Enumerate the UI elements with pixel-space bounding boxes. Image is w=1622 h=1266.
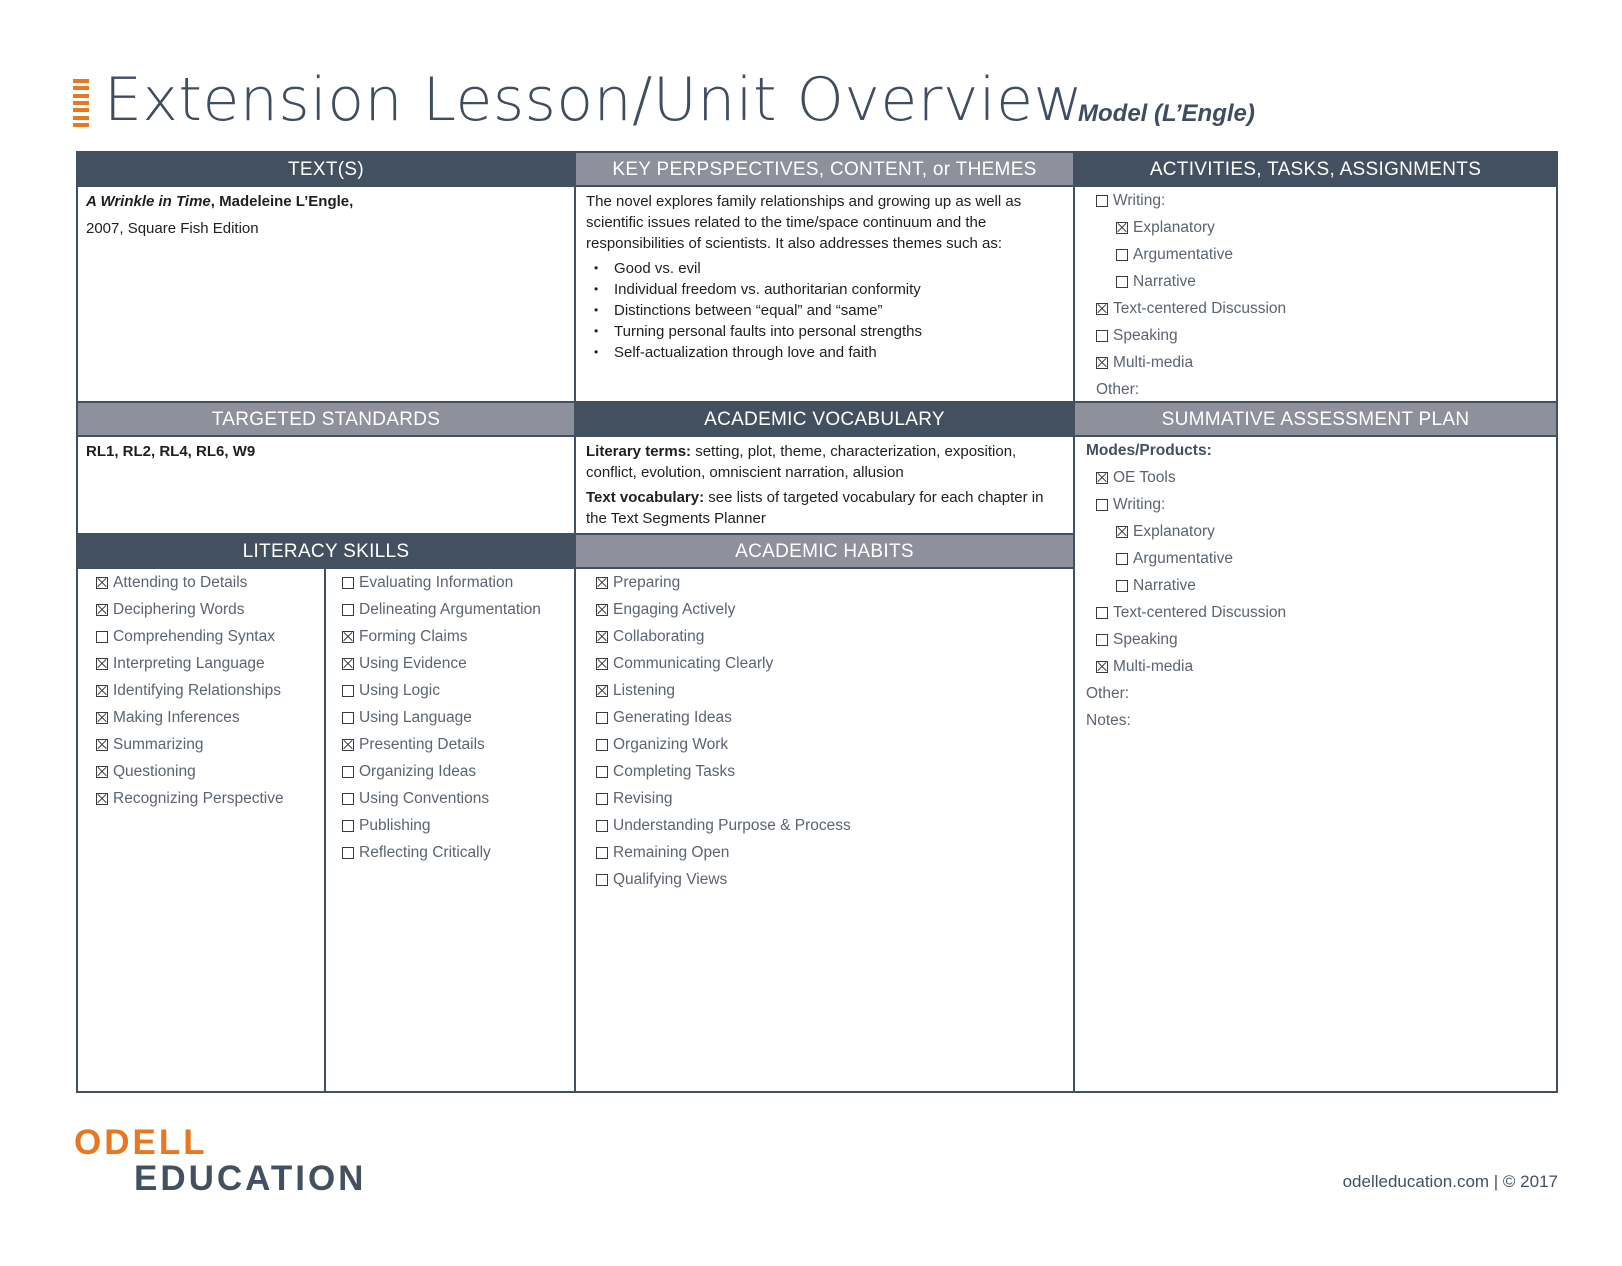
checkbox-icon[interactable] — [342, 766, 354, 778]
activity-label: Text-centered Discussion — [1113, 299, 1287, 317]
academic-habit-label: Generating Ideas — [613, 708, 732, 726]
checkbox-icon[interactable] — [1096, 607, 1108, 619]
checked-box-icon[interactable] — [596, 685, 608, 697]
literacy-skill-label: Presenting Details — [359, 735, 485, 753]
assessment-mode-label: Argumentative — [1133, 549, 1233, 567]
academic-habit-label: Understanding Purpose & Process — [613, 816, 851, 834]
academic-habit-item — [596, 839, 851, 866]
literacy-skill-label: Publishing — [359, 816, 431, 834]
texts-cell — [86, 191, 566, 239]
odell-education-logo — [74, 1125, 366, 1197]
overview-table — [76, 151, 1558, 1093]
checked-box-icon[interactable] — [1116, 526, 1128, 538]
literacy-skill-item — [96, 785, 284, 812]
literacy-skill-item — [342, 569, 541, 596]
literacy-skill-label: Comprehending Syntax — [113, 627, 275, 645]
literacy-skills-header: LITERACY SKILLS — [78, 535, 574, 567]
literacy-skill-label: Recognizing Perspective — [113, 789, 284, 807]
literacy-skill-item — [342, 785, 541, 812]
literacy-skill-item — [342, 677, 541, 704]
academic-habit-item — [596, 812, 851, 839]
academic-habit-item — [596, 677, 851, 704]
literacy-skill-item — [96, 731, 284, 758]
checkbox-icon[interactable] — [1096, 195, 1108, 207]
activities-other-label: Other: — [1096, 381, 1140, 398]
literacy-skill-item — [342, 812, 541, 839]
literacy-skill-label: Using Evidence — [359, 654, 467, 672]
literacy-skill-item — [342, 623, 541, 650]
checkbox-icon[interactable] — [1096, 330, 1108, 342]
literacy-skill-item — [342, 758, 541, 785]
checkbox-icon[interactable] — [1116, 580, 1128, 592]
book-title: A Wrinkle in Time — [86, 193, 211, 210]
academic-habit-label: Qualifying Views — [613, 870, 728, 888]
checkbox-icon[interactable] — [342, 820, 354, 832]
assessment-mode-item — [1096, 464, 1286, 491]
checked-box-icon[interactable] — [96, 577, 108, 589]
summative-other-label: Other: — [1086, 685, 1130, 702]
checkbox-icon[interactable] — [342, 604, 354, 616]
literacy-skill-item — [96, 596, 284, 623]
academic-habit-item — [596, 704, 851, 731]
literary-terms-value: setting, plot, theme, characterization, exposition, conflict, evolution, omniscient narration, allusion — [586, 443, 1017, 481]
book-citation — [86, 191, 566, 212]
assessment-mode-label: Narrative — [1133, 576, 1196, 594]
activity-item — [1096, 241, 1286, 268]
checkbox-icon[interactable] — [342, 577, 354, 589]
modes-products-label: Modes/Products: — [1086, 442, 1212, 459]
checkbox-icon[interactable] — [596, 793, 608, 805]
summative-notes-label: Notes: — [1086, 712, 1131, 729]
book-author: , Madeleine L’Engle, — [210, 193, 354, 210]
assessment-mode-label: Multi-media — [1113, 657, 1194, 675]
checked-box-icon[interactable] — [1096, 472, 1108, 484]
assessment-mode-label: Speaking — [1113, 630, 1178, 648]
assessment-mode-label: Explanatory — [1133, 522, 1215, 540]
checked-box-icon[interactable] — [1116, 222, 1128, 234]
checkbox-icon[interactable] — [596, 739, 608, 751]
checkbox-icon[interactable] — [1116, 249, 1128, 261]
assessment-mode-item — [1096, 518, 1286, 545]
assessment-mode-item — [1096, 491, 1286, 518]
literacy-skill-item — [342, 704, 541, 731]
activity-label: Writing: — [1113, 191, 1166, 209]
literacy-skill-item — [342, 731, 541, 758]
standards-cell — [86, 441, 566, 462]
academic-habit-label: Remaining Open — [613, 843, 730, 861]
perspectives-intro: The novel explores family relationships and growing up as well as scientific issues related to the time/space continuum and the responsibilities of scientists. It also addresses themes such as: — [586, 193, 1022, 252]
literacy-skill-label: Questioning — [113, 762, 196, 780]
checkbox-icon[interactable] — [596, 874, 608, 886]
literacy-skill-label: Using Language — [359, 708, 472, 726]
activity-label: Argumentative — [1133, 245, 1233, 263]
checkbox-icon[interactable] — [596, 820, 608, 832]
academic-habit-item — [596, 596, 851, 623]
literary-terms — [586, 441, 1066, 483]
academic-habit-item — [596, 623, 851, 650]
academic-habit-label: Preparing — [613, 573, 681, 591]
literacy-skill-label: Making Inferences — [113, 708, 240, 726]
checked-box-icon[interactable] — [596, 631, 608, 643]
checkbox-icon[interactable] — [96, 631, 108, 643]
themes-list — [586, 258, 1066, 363]
assessment-mode-label: Text-centered Discussion — [1113, 603, 1287, 621]
literacy-skill-label: Attending to Details — [113, 573, 248, 591]
checked-box-icon[interactable] — [1096, 357, 1108, 369]
activity-item — [1096, 322, 1286, 349]
assessment-mode-item — [1096, 599, 1286, 626]
checked-box-icon[interactable] — [342, 739, 354, 751]
activity-label: Multi-media — [1113, 353, 1194, 371]
theme-item: • Distinctions between “equal” and “same” — [614, 300, 1066, 321]
literacy-skills-col1 — [96, 569, 284, 812]
checkbox-icon[interactable] — [1096, 634, 1108, 646]
literacy-skill-item — [96, 758, 284, 785]
academic-habit-item — [596, 866, 851, 893]
literacy-skill-label: Forming Claims — [359, 627, 468, 645]
activity-label: Narrative — [1133, 272, 1196, 290]
activity-item — [1096, 349, 1286, 376]
assessment-mode-item — [1096, 545, 1286, 572]
activity-item — [1096, 214, 1286, 241]
checked-box-icon[interactable] — [1096, 661, 1108, 673]
literary-terms-label: Literary terms: — [586, 443, 692, 460]
literacy-skill-label: Delineating Argumentation — [359, 600, 541, 618]
checkbox-icon[interactable] — [1096, 499, 1108, 511]
checkbox-icon[interactable] — [1116, 276, 1128, 288]
checked-box-icon[interactable] — [96, 604, 108, 616]
literacy-skill-label: Using Logic — [359, 681, 440, 699]
checked-box-icon[interactable] — [96, 766, 108, 778]
assessment-mode-label: Writing: — [1113, 495, 1166, 513]
logo-line2: EDUCATION — [134, 1159, 367, 1198]
checked-box-icon[interactable] — [96, 739, 108, 751]
assessment-mode-label: OE Tools — [1113, 468, 1176, 486]
academic-habits-header: ACADEMIC HABITS — [576, 535, 1073, 567]
standards-header: TARGETED STANDARDS — [78, 403, 574, 435]
checked-box-icon[interactable] — [342, 631, 354, 643]
checkbox-icon[interactable] — [596, 712, 608, 724]
checked-box-icon[interactable] — [596, 658, 608, 670]
literacy-skill-label: Interpreting Language — [113, 654, 265, 672]
literacy-skill-item — [96, 623, 284, 650]
checkbox-icon[interactable] — [1116, 553, 1128, 565]
checked-box-icon[interactable] — [96, 685, 108, 697]
checked-box-icon[interactable] — [596, 604, 608, 616]
academic-habit-item — [596, 758, 851, 785]
assessment-mode-item — [1096, 626, 1286, 653]
summative-header: SUMMATIVE ASSESSMENT PLAN — [1075, 403, 1556, 435]
academic-habit-label: Revising — [613, 789, 673, 807]
assessment-mode-item — [1096, 572, 1286, 599]
title-accent-bars-icon — [73, 79, 89, 127]
divider — [78, 435, 1556, 437]
literacy-skill-item — [96, 650, 284, 677]
checked-box-icon[interactable] — [96, 793, 108, 805]
academic-habit-item — [596, 785, 851, 812]
activities-list — [1096, 187, 1286, 403]
checked-box-icon[interactable] — [342, 658, 354, 670]
literacy-skill-item — [96, 569, 284, 596]
academic-habits-list — [596, 569, 851, 893]
academic-habit-item — [596, 569, 851, 596]
literacy-skill-label: Reflecting Critically — [359, 843, 491, 861]
logo-line1: ODELL — [74, 1123, 208, 1162]
activities-header: ACTIVITIES, TASKS, ASSIGNMENTS — [1075, 153, 1556, 185]
academic-habit-label: Organizing Work — [613, 735, 729, 753]
assessment-mode-item — [1096, 653, 1286, 680]
checked-box-icon[interactable] — [596, 577, 608, 589]
literacy-skill-label: Summarizing — [113, 735, 204, 753]
literacy-skill-label: Organizing Ideas — [359, 762, 477, 780]
divider — [1073, 153, 1075, 1091]
academic-habit-label: Engaging Actively — [613, 600, 736, 618]
theme-item: • Turning personal faults into personal strengths — [614, 321, 1066, 342]
checkbox-icon[interactable] — [342, 793, 354, 805]
literacy-skill-item — [342, 650, 541, 677]
checkbox-icon[interactable] — [596, 766, 608, 778]
checked-box-icon[interactable] — [96, 712, 108, 724]
vocabulary-cell — [586, 441, 1066, 529]
activity-label: Speaking — [1113, 326, 1178, 344]
activity-item — [1096, 268, 1286, 295]
checkbox-icon[interactable] — [342, 712, 354, 724]
academic-habit-label: Listening — [613, 681, 676, 699]
theme-item: • Good vs. evil — [614, 258, 1066, 279]
literacy-skill-item — [96, 704, 284, 731]
texts-header: TEXT(S) — [78, 153, 574, 185]
academic-habit-label: Communicating Clearly — [613, 654, 774, 672]
text-vocabulary — [586, 487, 1066, 529]
academic-habit-item — [596, 650, 851, 677]
divider — [78, 185, 1556, 187]
page-subtitle: Model (L’Engle) — [1078, 100, 1255, 127]
literacy-skill-label: Identifying Relationships — [113, 681, 282, 699]
footer-site: odelleducation.com | © 2017 — [1342, 1172, 1558, 1191]
checked-box-icon[interactable] — [1096, 303, 1108, 315]
literacy-skill-label: Deciphering Words — [113, 600, 245, 618]
vocabulary-header: ACADEMIC VOCABULARY — [576, 403, 1073, 435]
theme-item: • Self-actualization through love and faith — [614, 342, 1066, 363]
activity-label: Explanatory — [1133, 218, 1215, 236]
key-perspectives-cell — [586, 191, 1066, 363]
academic-habit-item — [596, 731, 851, 758]
key-perspectives-header: KEY PERPSPECTIVES, CONTENT, or THEMES — [576, 153, 1073, 185]
checkbox-icon[interactable] — [596, 847, 608, 859]
page-title: Extension Lesson/Unit Overview — [104, 65, 1084, 135]
divider — [574, 153, 576, 1091]
activity-item — [1096, 295, 1286, 322]
book-edition: 2007, Square Fish Edition — [86, 220, 259, 237]
academic-habit-label: Collaborating — [613, 627, 705, 645]
academic-habit-label: Completing Tasks — [613, 762, 736, 780]
summative-list — [1086, 437, 1286, 734]
literacy-skill-item — [96, 677, 284, 704]
literacy-skill-label: Using Conventions — [359, 789, 490, 807]
literacy-skill-item — [342, 839, 541, 866]
checked-box-icon[interactable] — [96, 658, 108, 670]
checkbox-icon[interactable] — [342, 847, 354, 859]
standards-value: RL1, RL2, RL4, RL6, W9 — [86, 443, 256, 460]
literacy-skill-item — [342, 596, 541, 623]
text-vocabulary-value: see lists of targeted vocabulary for each chapter in the Text Segments Planner — [586, 489, 1044, 527]
text-vocabulary-label: Text vocabulary: — [586, 489, 705, 506]
divider — [324, 569, 326, 1091]
activity-item — [1096, 187, 1286, 214]
theme-item: • Individual freedom vs. authoritarian conformity — [614, 279, 1066, 300]
checkbox-icon[interactable] — [342, 685, 354, 697]
literacy-skills-col2 — [342, 569, 541, 866]
literacy-skill-label: Evaluating Information — [359, 573, 514, 591]
